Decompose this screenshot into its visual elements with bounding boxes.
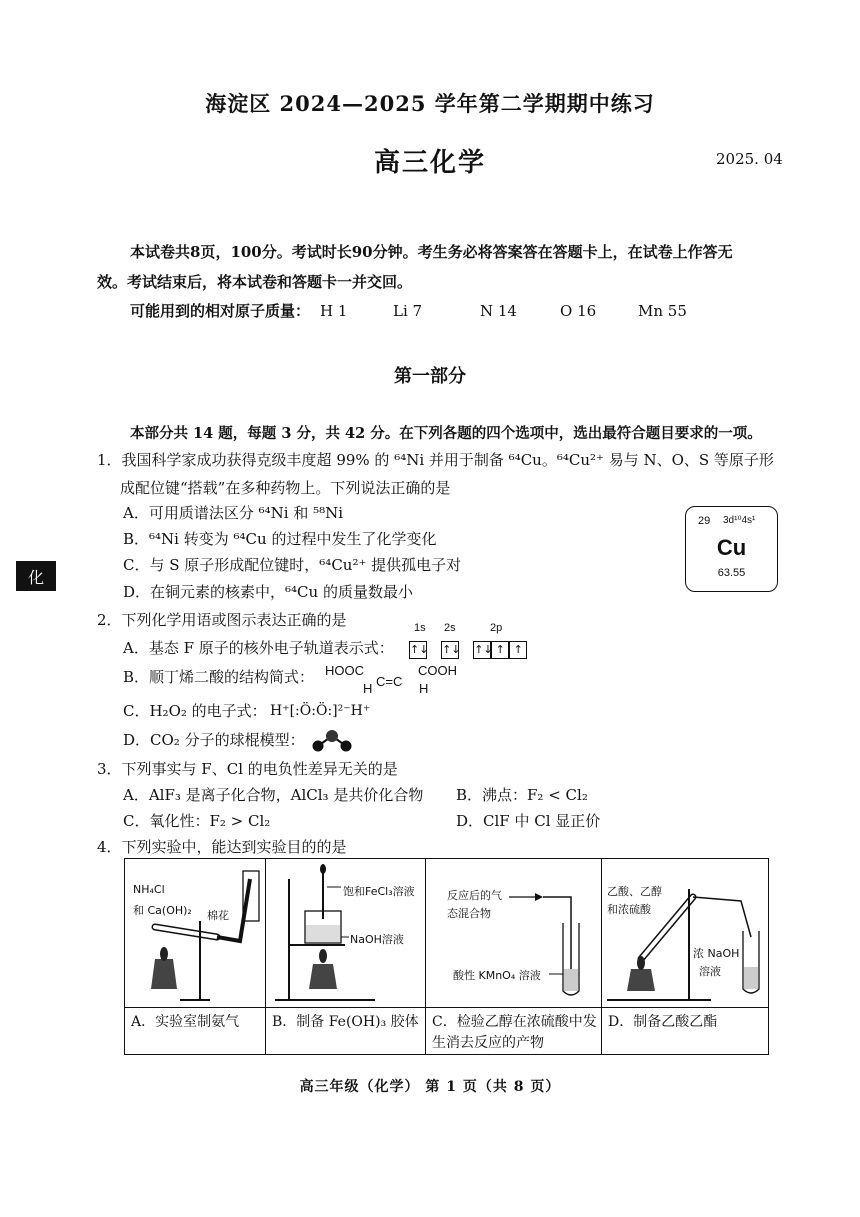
q1-option-a: A．可用质谱法区分 ⁶⁴Ni 和 ⁵⁸Ni — [123, 504, 344, 522]
orbital-box-2p-1: ↑↓ — [473, 641, 491, 659]
q4-stem: 4．下列实验中，能达到实验目的的是 — [97, 838, 347, 856]
part-intro: 本部分共 14 题，每题 3 分，共 42 分。在下列各题的四个选项中，选出最符合题目要求的一项。 — [130, 425, 762, 442]
q1-option-c: C．与 S 原子形成配位键时，⁶⁴Cu²⁺ 提供孤电子对 — [123, 556, 462, 574]
q1-option-b: B．⁶⁴Ni 转变为 ⁶⁴Cu 的过程中发生了化学变化 — [123, 530, 437, 548]
electron-configuration: 3d¹⁰4s¹ — [723, 515, 756, 526]
element-symbol: Cu — [716, 535, 747, 560]
label-reactants-2: 和浓硫酸 — [607, 903, 651, 916]
caption-b: B．制备 Fe(OH)₃ 胶体 — [265, 1007, 426, 1033]
subject-title: 高三化学 — [373, 148, 486, 178]
q2-option-b: B．顺丁烯二酸的结构简式： — [123, 668, 315, 686]
q3-option-a: A．AlF₃ 是离子化合物，AlCl₃ 是共价化合物 — [123, 786, 424, 804]
atomic-mass-mn: Mn 55 — [638, 302, 687, 320]
part-heading: 第一部分 — [394, 366, 466, 387]
maleic-acid-structure — [325, 660, 475, 700]
atomic-mass: 63.55 — [717, 567, 746, 579]
struct-cooh: COOH — [418, 663, 457, 678]
label-gas-mixture-2: 态混合物 — [447, 907, 491, 920]
q1-stem-1: 1．我国科学家成功获得克级丰度超 99% 的 ⁶⁴Ni 并用于制备 ⁶⁴Cu。⁶⁴Cu²⁺ 易与 N、O、S 等原子形 — [97, 451, 774, 469]
orbital-box-2p-3: ↑ — [509, 641, 527, 659]
h2o2-electron-formula: H⁺[:Ö:Ö:]²⁻H⁺ — [270, 703, 371, 719]
label-reactants-1: 乙酸、乙醇 — [607, 885, 662, 898]
instructions-line-1: 本试卷共8页，100分。考试时长90分钟。考生务必将答案答在答题卡上，在试卷上作答无 — [130, 243, 733, 261]
orbital-box-2s: ↑↓ — [441, 641, 459, 659]
caption-a: A．实验室制氨气 — [125, 1007, 265, 1033]
q3-option-c: C．氧化性：F₂ > Cl₂ — [123, 812, 271, 830]
q3-option-b: B．沸点：F₂ < Cl₂ — [456, 786, 588, 804]
struct-h-left: H — [363, 681, 373, 696]
copper-element-card — [685, 506, 778, 592]
label-naoh-2: 溶液 — [699, 965, 721, 978]
experiment-table — [124, 858, 769, 1055]
orbital-box-2p-2: ↑ — [491, 641, 509, 659]
label-fecl3: 饱和FeCl₃溶液 — [343, 885, 415, 898]
label-naoh-1: 浓 NaOH — [693, 947, 740, 960]
ester-apparatus-drawing — [601, 859, 768, 1007]
atomic-mass-n: N 14 — [480, 302, 517, 320]
label-naoh: NaOH溶液 — [350, 933, 404, 946]
orbital-diagram — [409, 639, 527, 659]
co2-ball-stick-model — [310, 727, 354, 753]
subject-side-tab: 化 — [16, 561, 56, 591]
struct-hooc: HOOC — [325, 663, 364, 678]
struct-h-right: H — [419, 681, 429, 696]
q3-stem: 3．下列事实与 F、Cl 的电负性差异无关的是 — [97, 760, 398, 778]
q2-option-d: D．CO₂ 分子的球棍模型： — [123, 731, 305, 749]
orbital-box-1s: ↑↓ — [409, 641, 427, 659]
q1-option-d: D．在铜元素的核素中，⁶⁴Cu 的质量数最小 — [123, 583, 413, 601]
instructions-line-2: 效。考试结束后，将本试卷和答题卡一并交回。 — [97, 273, 413, 291]
atomic-mass-li: Li 7 — [393, 302, 423, 320]
atomic-mass-label: 可能用到的相对原子质量： — [130, 302, 311, 320]
colloid-apparatus-drawing — [265, 859, 425, 1007]
orbital-label-2p: 2p — [490, 622, 503, 634]
orbital-label-1s: 1s — [414, 622, 426, 634]
exam-date: 2025. 04 — [716, 150, 783, 168]
label-gas-mixture-1: 反应后的气 — [447, 889, 502, 902]
caption-c: C．检验乙醇在浓硫酸中发生消去反应的产物 — [425, 1007, 603, 1054]
atomic-mass-h: H 1 — [320, 302, 348, 320]
elimination-apparatus-drawing — [425, 859, 601, 1007]
label-caoh2: 和 Ca(OH)₂ — [133, 904, 192, 917]
label-kmno4: 酸性 KMnO₄ 溶液 — [453, 969, 541, 982]
page-footer: 高三年级（化学） 第 1 页（共 8 页） — [299, 1079, 561, 1095]
q1-stem-2: 成配位键“搭载”在多种药物上。下列说法正确的是 — [120, 479, 451, 497]
q2-option-a: A．基态 F 原子的核外电子轨道表示式： — [123, 639, 394, 657]
exam-title: 海淀区 2024—2025 学年第二学期期中练习 — [205, 91, 655, 116]
atomic-mass-o: O 16 — [560, 302, 597, 320]
struct-cc: C=C — [376, 674, 403, 689]
label-nh4cl: NH₄Cl — [133, 883, 165, 896]
caption-d: D．制备乙酸乙酯 — [601, 1007, 769, 1033]
label-cotton: 棉花 — [207, 909, 229, 922]
q2-stem: 2．下列化学用语或图示表达正确的是 — [97, 611, 347, 629]
orbital-label-2s: 2s — [444, 622, 456, 634]
q3-option-d: D．ClF 中 Cl 显正价 — [456, 812, 601, 830]
atomic-number: 29 — [698, 515, 711, 527]
ammonia-apparatus-drawing — [125, 859, 265, 1007]
q2-option-c: C．H₂O₂ 的电子式： — [123, 702, 267, 720]
